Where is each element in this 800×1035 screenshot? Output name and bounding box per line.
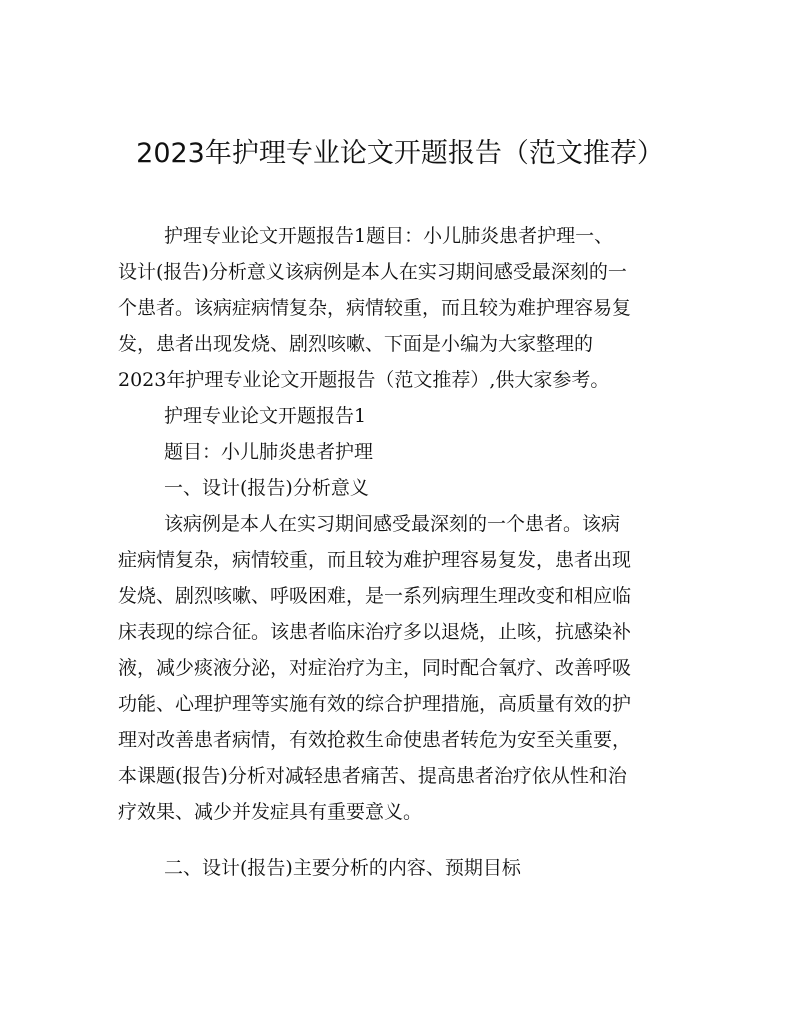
text-line: 本课题(报告)分析对减轻患者痛苦、提高患者治疗依从性和治 (118, 765, 627, 787)
document-body (118, 218, 688, 886)
paragraph-gap (118, 830, 688, 850)
document-title: 2023年护理专业论文开题报告（范文推荐） (136, 138, 664, 169)
text-line: 理对改善患者病情，有效抢救生命使患者转危为安至关重要， (118, 729, 632, 751)
text-line: 功能、心理护理等实施有效的综合护理措施，高质量有效的护 (118, 693, 632, 715)
text-line: 护理专业论文开题报告1题目：小儿肺炎患者护理一、 (164, 225, 614, 247)
text-line: 2023年护理专业论文开题报告（范文推荐）,供大家参考。 (118, 369, 610, 391)
text-line: 床表现的综合征。该患者临床治疗多以退烧，止咳，抗感染补 (118, 621, 632, 643)
text-line: 二、设计(报告)主要分析的内容、预期目标 (164, 857, 521, 879)
text-line: 发，患者出现发烧、剧烈咳嗽、下面是小编为大家整理的 (118, 333, 594, 355)
text-line: 设计(报告)分析意义该病例是本人在实习期间感受最深刻的一 (118, 261, 627, 283)
text-line: 液，减少痰液分泌，对症治疗为主，同时配合氧疗、改善呼吸 (118, 657, 632, 679)
text-line: 发烧、剧烈咳嗽、呼吸困难，是一系列病理生理改变和相应临 (118, 585, 632, 607)
text-line: 题目：小儿肺炎患者护理 (164, 441, 374, 463)
text-line: 个患者。该病症病情复杂，病情较重，而且较为难护理容易复 (118, 297, 632, 319)
text-line: 护理专业论文开题报告1 (164, 405, 367, 427)
text-line: 症病情复杂，病情较重，而且较为难护理容易复发，患者出现 (118, 549, 632, 571)
text-line: 该病例是本人在实习期间感受最深刻的一个患者。该病 (164, 513, 621, 535)
text-line: 疗效果、减少并发症具有重要意义。 (118, 801, 423, 823)
text-line: 一、设计(报告)分析意义 (164, 477, 369, 499)
